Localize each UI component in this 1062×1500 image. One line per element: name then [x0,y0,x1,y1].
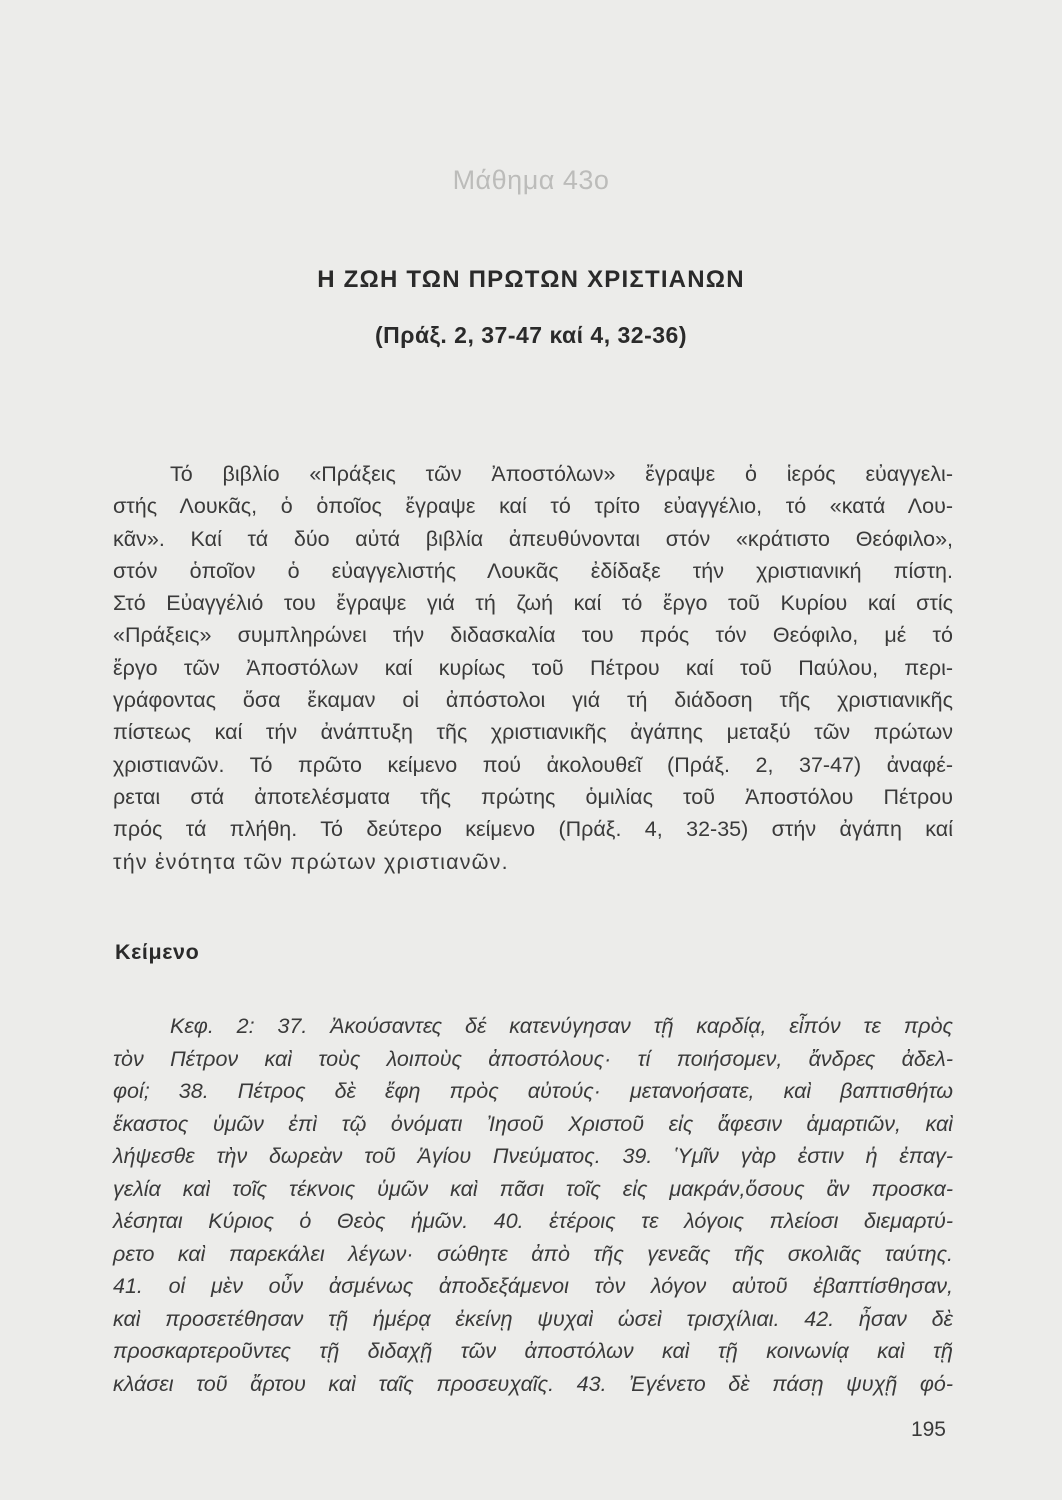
section-heading: Κείμενο [115,940,200,964]
text-line: ρεται στά ἀποτελέσματα τῆς πρώτης ὁμιλίας τοῦ Ἀποστόλου Πέτρου [113,784,953,809]
verse-line: φοί; 38. Πέτρος δὲ ἔφη πρὸς αὐτούς· μετανοήσατε, καὶ βαπτισθήτω [113,1079,953,1103]
verse-line: κλάσει τοῦ ἄρτου καὶ ταῖς προσευχαῖς. 43. Ἐγένετο δὲ πάσῃ ψυχῇ φό- [113,1371,953,1396]
text-line: «Πράξεις» συμπληρώνει τήν διδασκαλία του πρός τόν Θεόφιλο, μέ τό [113,623,953,648]
text-line: γράφοντας ὅσα ἔκαμαν οἱ ἀπόστολοι γιά τή διάδοση τῆς χριστιανικῆς [113,688,953,713]
text-line: τήν ἑνότητα τῶν πρώτων χριστιανῶν. [113,849,509,874]
verse-line: ἕκαστος ὑμῶν ἐπὶ τῷ ὀνόματι Ἰησοῦ Χριστοῦ εἰς ἄφεσιν ἁμαρτιῶν, καὶ [113,1111,953,1136]
text-line: πίστεως καί τήν ἀνάπτυξη τῆς χριστιανικῆς ἀγάπης μεταξύ τῶν πρώτων [113,720,953,745]
verse-line: Κεφ. 2: 37. Ἀκούσαντες δέ κατενύγησαν τῇ καρδίᾳ, εἶπόν τε πρὸς [170,1014,953,1038]
text-line: Τό βιβλίο «Πράξεις τῶν Ἀποστόλων» ἔγραψε ὁ ἱερός εὐαγγελι- [170,462,953,486]
text-line: Στό Εὐαγγέλιό του ἔγραψε γιά τή ζωή καί τό ἔργο τοῦ Κυρίου καί στίς [113,591,953,616]
verse-line: καὶ προσετέθησαν τῇ ἡμέρᾳ ἐκείνῃ ψυχαὶ ὡσεὶ τρισχίλιαι. 42. ἦσαν δὲ [113,1306,953,1331]
verse-line: προσκαρτεροῦντες τῇ διδαχῇ τῶν ἀποστόλων καὶ τῇ κοινωνίᾳ καὶ τῇ [113,1339,953,1363]
text-line: στής Λουκᾶς, ὁ ὁποῖος ἔγραψε καί τό τρίτο εὐαγγέλιο, τό «κατά Λου- [113,494,953,519]
verse-line: λέσηται Κύριος ὁ Θεὸς ἡμῶν. 40. ἑτέροις τε λόγοις πλείοσι διεμαρτύ- [113,1209,953,1233]
verse-line: γελία καὶ τοῖς τέκνοις ὑμῶν καὶ πᾶσι τοῖς εἰς μακράν,ὅσους ἂν προσκα- [113,1176,953,1201]
intro-paragraph [113,458,953,878]
text-line: χριστιανῶν. Τό πρῶτο κείμενο πού ἀκολουθεῖ (Πράξ. 2, 37-47) ἀναφέ- [113,752,953,777]
text-line: κᾶν». Καί τά δύο αὐτά βιβλία ἀπευθύνονται στόν «κράτιστο Θεόφιλο», [113,526,953,551]
scripture-text [113,1010,953,1400]
scripture-reference: (Πράξ. 2, 37-47 καί 4, 32-36) [375,322,687,348]
verse-line: λήψεσθε τὴν δωρεὰν τοῦ Ἁγίου Πνεύματος. 39. Ὑμῖν γὰρ ἐστιν ἡ ἐπαγ- [113,1144,953,1168]
text-line: πρός τά πλήθη. Τό δεύτερο κείμενο (Πράξ. 4, 32-35) στήν ἀγάπη καί [113,817,953,842]
verse-line: 41. οἱ μὲν οὖν ἀσμένως ἀποδεξάμενοι τὸν λόγον αὐτοῦ ἐβαπτίσθησαν, [113,1274,953,1298]
verse-line: τὸν Πέτρον καὶ τοὺς λοιποὺς ἀποστόλους· τί ποιήσομεν, ἄνδρες ἀδελ- [113,1046,953,1071]
lesson-label: Μάθημα 43ο [452,165,610,195]
page-title: Η ΖΩΗ ΤΩΝ ΠΡΩΤΩΝ ΧΡΙΣΤΙΑΝΩΝ [317,266,745,293]
text-line: στόν ὁποῖον ὁ εὐαγγελιστής Λουκᾶς ἐδίδαξε τήν χριστιανική πίστη. [113,558,953,583]
verse-line: ρετο καὶ παρεκάλει λέγων· σώθητε ἀπὸ τῆς γενεᾶς τῆς σκολιᾶς ταύτης. [113,1241,953,1266]
page-number: 195 [910,1418,946,1441]
text-line: ἔργο τῶν Ἀποστόλων καί κυρίως τοῦ Πέτρου καί τοῦ Παύλου, περι- [113,655,953,680]
